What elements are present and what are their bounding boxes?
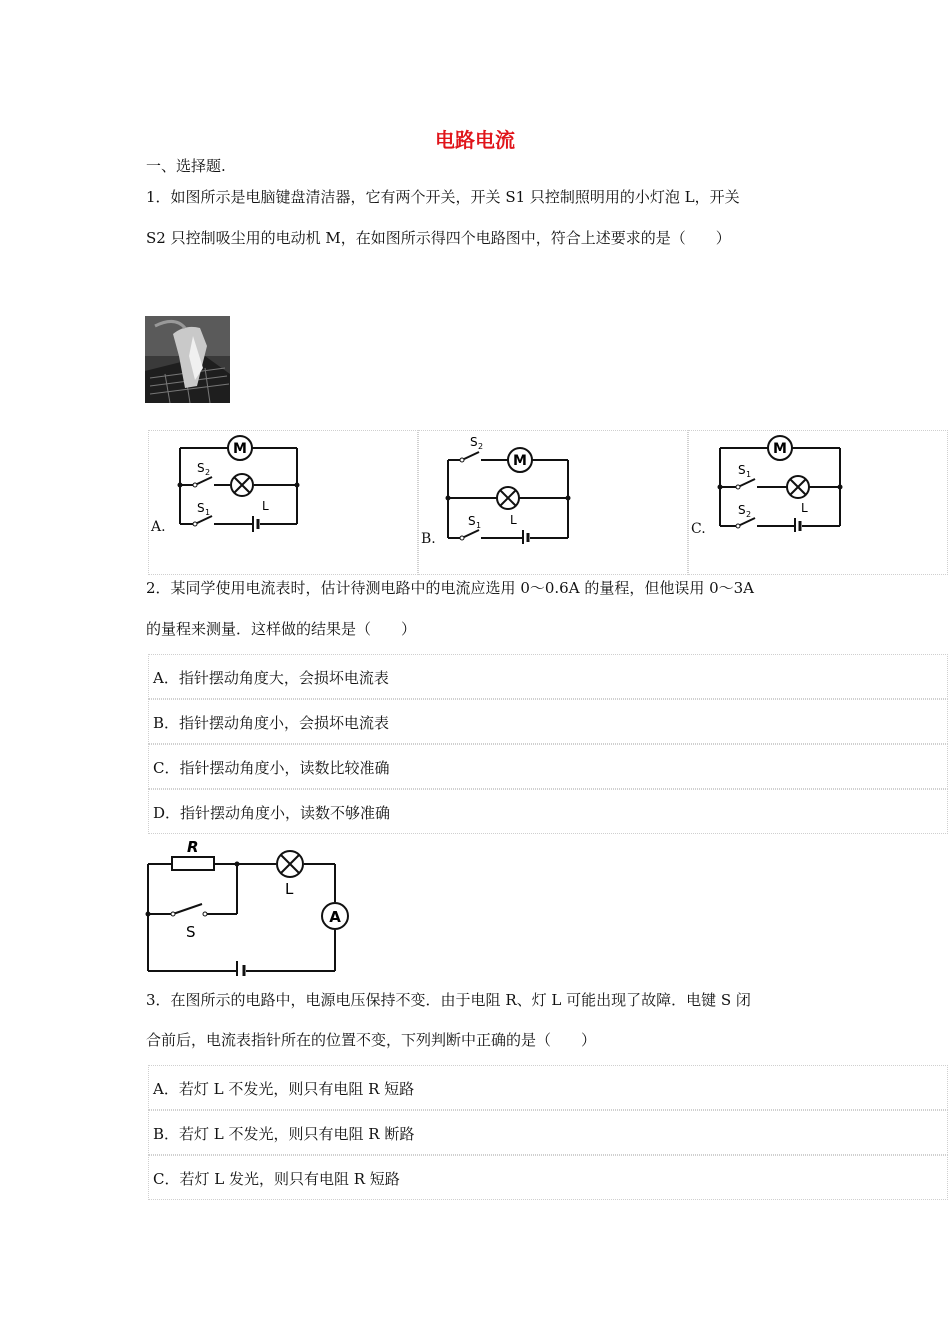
- q2-option-d[interactable]: [148, 789, 948, 834]
- lamp-label: L: [262, 499, 269, 513]
- switch-s2-subscript: 2: [478, 442, 484, 451]
- q3-text-line2: 合前后，电流表指针所在的位置不变，下列判断中正确的是（ ）: [146, 1031, 597, 1049]
- motor-label: M: [233, 441, 247, 457]
- circuit-b-diagram: [438, 432, 578, 544]
- q2-text-line1: 2．某同学使用电流表时，估计待测电路中的电流应选用 0～0.6A 的量程，但他误用 0～3A: [146, 579, 755, 597]
- q1-option-a-label: A.: [151, 519, 166, 535]
- q2-option-a[interactable]: [148, 654, 948, 699]
- switch-s1-label: S: [197, 501, 205, 515]
- ammeter-label: A: [329, 908, 341, 926]
- circuit-c-diagram: [710, 432, 850, 532]
- q1-option-c-label: C.: [691, 521, 706, 537]
- switch-s2-label: S: [470, 435, 478, 449]
- q2-option-c-text: C．指针摆动角度小，读数比较准确: [153, 759, 390, 777]
- switch-s1-subscript: 1: [205, 508, 211, 517]
- q3-option-c-text: C．若灯 L 发光，则只有电阻 R 短路: [153, 1170, 400, 1188]
- lamp-icon: [787, 476, 809, 498]
- keyboard-cleaner-photo: [145, 316, 230, 403]
- lamp-label: L: [285, 880, 294, 898]
- switch-s1-label: S: [468, 514, 476, 528]
- circuit-a-diagram: [170, 432, 310, 532]
- switch-s1-subscript: 1: [746, 470, 752, 479]
- page-title: 电路电流: [435, 128, 515, 152]
- switch-s2-subscript: 2: [205, 468, 211, 477]
- section-heading: 一、选择题.: [146, 157, 226, 175]
- resistor-icon: [172, 857, 214, 870]
- q2-option-d-text: D．指针摆动角度小，读数不够准确: [153, 804, 391, 822]
- q2-text-line2: 的量程来测量．这样做的结果是（ ）: [146, 620, 417, 638]
- switch-label: S: [186, 923, 196, 941]
- q2-option-c[interactable]: [148, 744, 948, 789]
- q3-option-a[interactable]: [148, 1065, 948, 1110]
- q2-option-b[interactable]: [148, 699, 948, 744]
- lamp-icon: [277, 851, 303, 877]
- switch-s2-label: S: [738, 503, 746, 517]
- q3-option-a-text: A．若灯 L 不发光，则只有电阻 R 短路: [153, 1080, 415, 1098]
- q2-option-b-text: B．指针摆动角度小，会损坏电流表: [153, 714, 390, 732]
- switch-s1-label: S: [738, 463, 746, 477]
- lamp-icon: [497, 487, 519, 509]
- lamp-label: L: [801, 501, 808, 515]
- q3-option-b-text: B．若灯 L 不发光，则只有电阻 R 断路: [153, 1125, 415, 1143]
- motor-label: M: [773, 441, 787, 457]
- q1-text-line2: S2 只控制吸尘用的电动机 M，在如图所示得四个电路图中，符合上述要求的是（ ）: [146, 229, 731, 247]
- q1-text-line1: 1．如图所示是电脑键盘清洁器，它有两个开关，开关 S1 只控制照明用的小灯泡 L，开关: [146, 188, 740, 206]
- switch-s2-label: S: [197, 461, 205, 475]
- q3-option-c[interactable]: [148, 1155, 948, 1200]
- resistor-label: R: [187, 838, 199, 856]
- motor-label: M: [513, 453, 527, 469]
- q1-option-b-label: B.: [421, 531, 436, 547]
- lamp-label: L: [510, 513, 517, 527]
- switch-s2-subscript: 2: [746, 510, 752, 519]
- q3-circuit-diagram: [140, 836, 360, 976]
- switch-s1-subscript: 1: [476, 521, 482, 530]
- q3-option-b[interactable]: [148, 1110, 948, 1155]
- q2-option-a-text: A．指针摆动角度大，会损坏电流表: [153, 669, 389, 687]
- q3-text-line1: 3．在图所示的电路中，电源电压保持不变．由于电阻 R、灯 L 可能出现了故障．电键 S 闭: [146, 991, 751, 1009]
- lamp-icon: [231, 474, 253, 496]
